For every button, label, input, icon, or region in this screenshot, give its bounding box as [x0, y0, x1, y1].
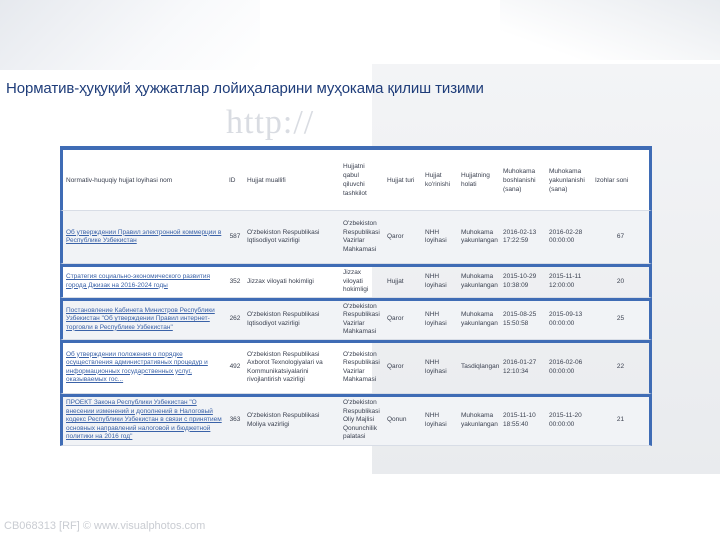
row-end-date: 2015-11-11 12:00:00 [546, 264, 592, 298]
row-approver: O'zbekiston Respublikasi Vazirlar Mahkamasi [340, 298, 384, 340]
row-approver: Jizzax viloyati hokimligi [340, 264, 384, 298]
column-header-end[interactable]: Muhokama yakunlanishi (sana) [546, 146, 592, 211]
column-header-author[interactable]: Hujjat muallifi [244, 146, 340, 211]
table-row[interactable] [60, 264, 652, 298]
row-document-link[interactable]: ПРОЕКТ Закона Республики Узбекистан "О внесении изменений и дополнений в Налоговый кодекс Республики Узбекистан в связи с принятием основных направлений налоговой и бюджетной политики на 2016 год" [60, 394, 226, 446]
row-kind: NHH loyihasi [422, 298, 458, 340]
documents-table [60, 146, 652, 446]
table-row[interactable] [60, 340, 652, 394]
row-id: 262 [226, 298, 244, 340]
row-kind: NHH loyihasi [422, 340, 458, 394]
row-start-date: 2016-02-13 17:22:59 [500, 211, 546, 264]
row-author: O'zbekiston Respublikasi Iqtisodiyot vazirligi [244, 298, 340, 340]
page-title: Норматив-ҳуқуқий ҳужжатлар лойиҳаларини муҳокама қилиш тизими [6, 80, 484, 98]
column-header-status[interactable]: Hujjatning holati [458, 146, 500, 211]
row-end-date: 2016-02-28 00:00:00 [546, 211, 592, 264]
row-end-date: 2015-11-20 00:00:00 [546, 394, 592, 446]
column-header-kind[interactable]: Hujjat ko'rinishi [422, 146, 458, 211]
column-header-name[interactable]: Normativ-huquqiy hujjat loyihasi nom [60, 146, 226, 211]
row-type: Qaror [384, 298, 422, 340]
column-header-type[interactable]: Hujjat turi [384, 146, 422, 211]
row-status: Muhokama yakunlangan [458, 298, 500, 340]
documents-table-container [60, 146, 652, 446]
row-type: Qonun [384, 394, 422, 446]
row-id: 587 [226, 211, 244, 264]
background-shape-right [500, 0, 720, 60]
table-row[interactable] [60, 394, 652, 446]
row-approver: O'zbekiston Respublikasi Oliy Majlisi Qonunchilik palatasi [340, 394, 384, 446]
row-status: Muhokama yakunlangan [458, 264, 500, 298]
row-document-link[interactable]: Об утверждении Правил электронной коммерции в Республике Узбекистан [60, 211, 226, 264]
row-kind: NHH loyihasi [422, 264, 458, 298]
row-type: Qaror [384, 340, 422, 394]
row-comments-count: 67 [592, 211, 652, 264]
column-header-approver[interactable]: Hujjatni qabul qiluvchi tashkilot [340, 146, 384, 211]
row-approver: O'zbekiston Respublikasi Vazirlar Mahkamasi [340, 211, 384, 264]
row-author: O'zbekiston Respublikasi Axborot Texnologiyalari va Kommunikatsiyalarini rivojlantirish vazirligi [244, 340, 340, 394]
column-header-comments[interactable]: Izohlar soni [592, 146, 652, 211]
row-author: O'zbekiston Respublikasi Iqtisodiyot vazirligi [244, 211, 340, 264]
column-header-id[interactable]: ID [226, 146, 244, 211]
row-comments-count: 22 [592, 340, 652, 394]
row-start-date: 2015-11-10 18:55:40 [500, 394, 546, 446]
row-author: O'zbekiston Respublikasi Moliya vazirligi [244, 394, 340, 446]
row-kind: NHH loyihasi [422, 394, 458, 446]
row-author: Jizzax viloyati hokimligi [244, 264, 340, 298]
row-kind: NHH loyihasi [422, 211, 458, 264]
row-type: Qaror [384, 211, 422, 264]
table-row[interactable] [60, 211, 652, 264]
row-document-link[interactable]: Стратегия социально-экономического развития города Джизак на 2016-2024 годы [60, 264, 226, 298]
row-comments-count: 20 [592, 264, 652, 298]
row-end-date: 2016-02-06 00:00:00 [546, 340, 592, 394]
table-header-row [60, 146, 652, 211]
row-id: 363 [226, 394, 244, 446]
row-start-date: 2015-08-25 15:50:58 [500, 298, 546, 340]
column-header-start[interactable]: Muhokama boshlanishi (sana) [500, 146, 546, 211]
row-status: Tasdiqlangan [458, 340, 500, 394]
row-document-link[interactable]: Постановление Кабинета Министров Республики Узбекистан "Об утверждении Правил интернет-торговли в Республике Узбекистан" [60, 298, 226, 340]
row-comments-count: 21 [592, 394, 652, 446]
row-document-link[interactable]: Об утверждении положения о порядке осуществления административных процедур и информационных государственных услуг, оказываемых гос... [60, 340, 226, 394]
row-status: Muhokama yakunlangan [458, 211, 500, 264]
row-start-date: 2016-01-27 12:10:34 [500, 340, 546, 394]
table-row[interactable] [60, 298, 652, 340]
watermark-credit: CB068313 [RF] © www.visualphotos.com [4, 520, 206, 532]
row-type: Hujjat [384, 264, 422, 298]
row-id: 352 [226, 264, 244, 298]
background-shape-left [0, 0, 260, 70]
row-start-date: 2015-10-29 10:38:09 [500, 264, 546, 298]
row-end-date: 2015-09-13 00:00:00 [546, 298, 592, 340]
row-id: 492 [226, 340, 244, 394]
row-approver: O'zbekiston Respublikasi Vazirlar Mahkamasi [340, 340, 384, 394]
row-status: Muhokama yakunlangan [458, 394, 500, 446]
watermark-url: http:// [226, 104, 315, 141]
row-comments-count: 25 [592, 298, 652, 340]
